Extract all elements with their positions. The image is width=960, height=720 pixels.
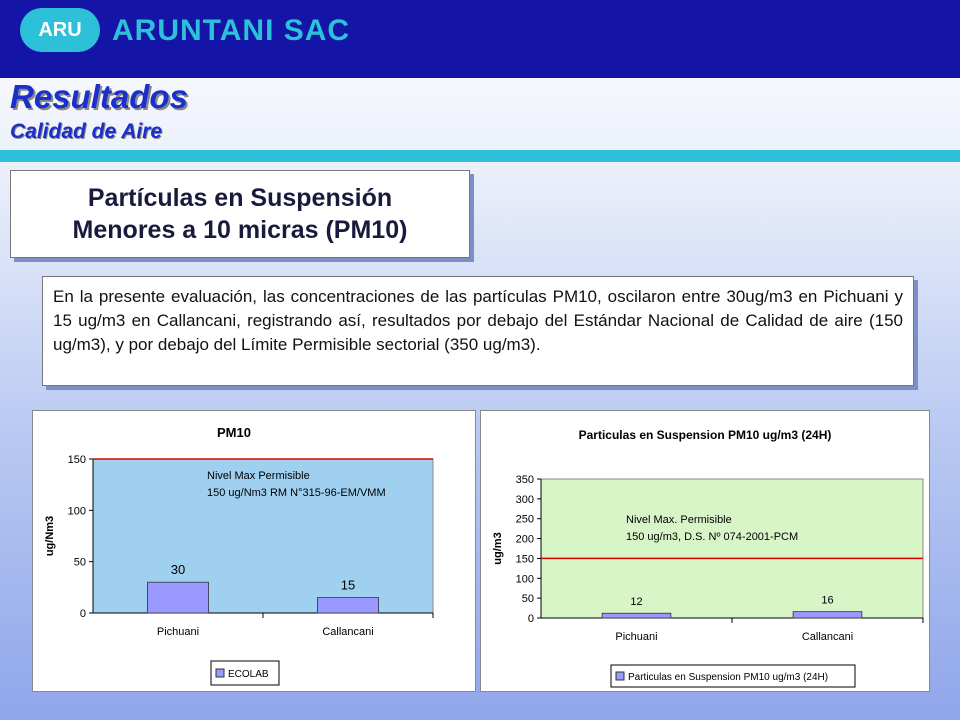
company-name: ARUNTANI SAC: [112, 14, 351, 47]
y-tick-label: 350: [515, 474, 534, 486]
y-tick-label: 0: [79, 608, 86, 620]
y-tick-label: 150: [515, 553, 534, 566]
y-tick-label: 0: [527, 613, 534, 625]
reference-annotation: Nivel Max. Permisible: [626, 514, 732, 526]
y-tick-label: 100: [67, 505, 86, 518]
y-tick-label: 300: [515, 493, 534, 506]
header-bar: [0, 0, 960, 78]
company-logo: [20, 8, 100, 52]
reference-annotation: 150 ug/m3, D.S. Nº 074-2001-PCM: [626, 531, 799, 543]
chart-svg: [33, 411, 475, 691]
plot-area: [541, 479, 923, 618]
plot-area: [93, 459, 433, 613]
reference-annotation: 150 ug/Nm3 RM N°315-96-EM/VMM: [207, 487, 386, 499]
bar: [793, 612, 862, 618]
y-tick-label: 200: [515, 533, 534, 546]
logo-text: ARU: [38, 19, 82, 41]
bar-value-label: 12: [630, 596, 643, 609]
bar: [602, 613, 671, 618]
x-tick-label: Callancani: [801, 631, 854, 643]
x-tick-label: Pichuani: [615, 631, 658, 643]
bar: [317, 598, 378, 613]
y-tick-label: 50: [521, 593, 534, 606]
headline-box: [10, 170, 470, 258]
bar-value-label: 15: [340, 577, 356, 593]
headline-line-1: Partículas en Suspensión: [87, 184, 393, 212]
y-tick-label: 50: [73, 556, 86, 569]
chart-title: Particulas en Suspension PM10 ug/m3 (24H): [578, 428, 832, 442]
summary-text: En la presente evaluación, las concentraciones de las partículas PM10, oscilaron entre 30ug/m3 en Pichuani y 15 ug/m3 en Callancani, registrando así, resultados por debajo del Estándar Nacional de Calidad de aire (150 ug/m3), y por debajo del Límite Permisible sectorial (350 ug/m3).: [53, 287, 903, 354]
legend-swatch: [216, 669, 224, 677]
chart-title: PM10: [217, 425, 251, 440]
bar-value-label: 30: [170, 562, 186, 578]
y-tick-label: 250: [515, 513, 534, 526]
summary-box: [42, 276, 914, 386]
page-subtitle: Calidad de Aire: [10, 120, 163, 143]
legend-swatch: [616, 672, 624, 680]
y-axis-label: ug/m3: [492, 532, 504, 565]
pm10-24h-chart: [480, 410, 930, 692]
accent-stripe: [0, 150, 960, 162]
bar-value-label: 16: [821, 594, 834, 607]
legend-label: Particulas en Suspension PM10 ug/m3 (24H): [628, 672, 829, 683]
y-tick-label: 150: [67, 454, 86, 466]
legend-label: ECOLAB: [228, 669, 269, 680]
reference-annotation: Nivel Max Permisible: [207, 470, 310, 482]
y-axis-label: ug/Nm3: [44, 515, 56, 557]
x-tick-label: Pichuani: [156, 626, 200, 638]
x-tick-label: Callancani: [322, 626, 374, 638]
bar: [147, 582, 208, 613]
pm10-chart: [32, 410, 476, 692]
y-tick-label: 100: [515, 573, 534, 586]
chart-svg: [481, 411, 929, 691]
page-title: Resultados: [10, 78, 188, 115]
headline-line-2: Menores a 10 micras (PM10): [72, 216, 408, 244]
